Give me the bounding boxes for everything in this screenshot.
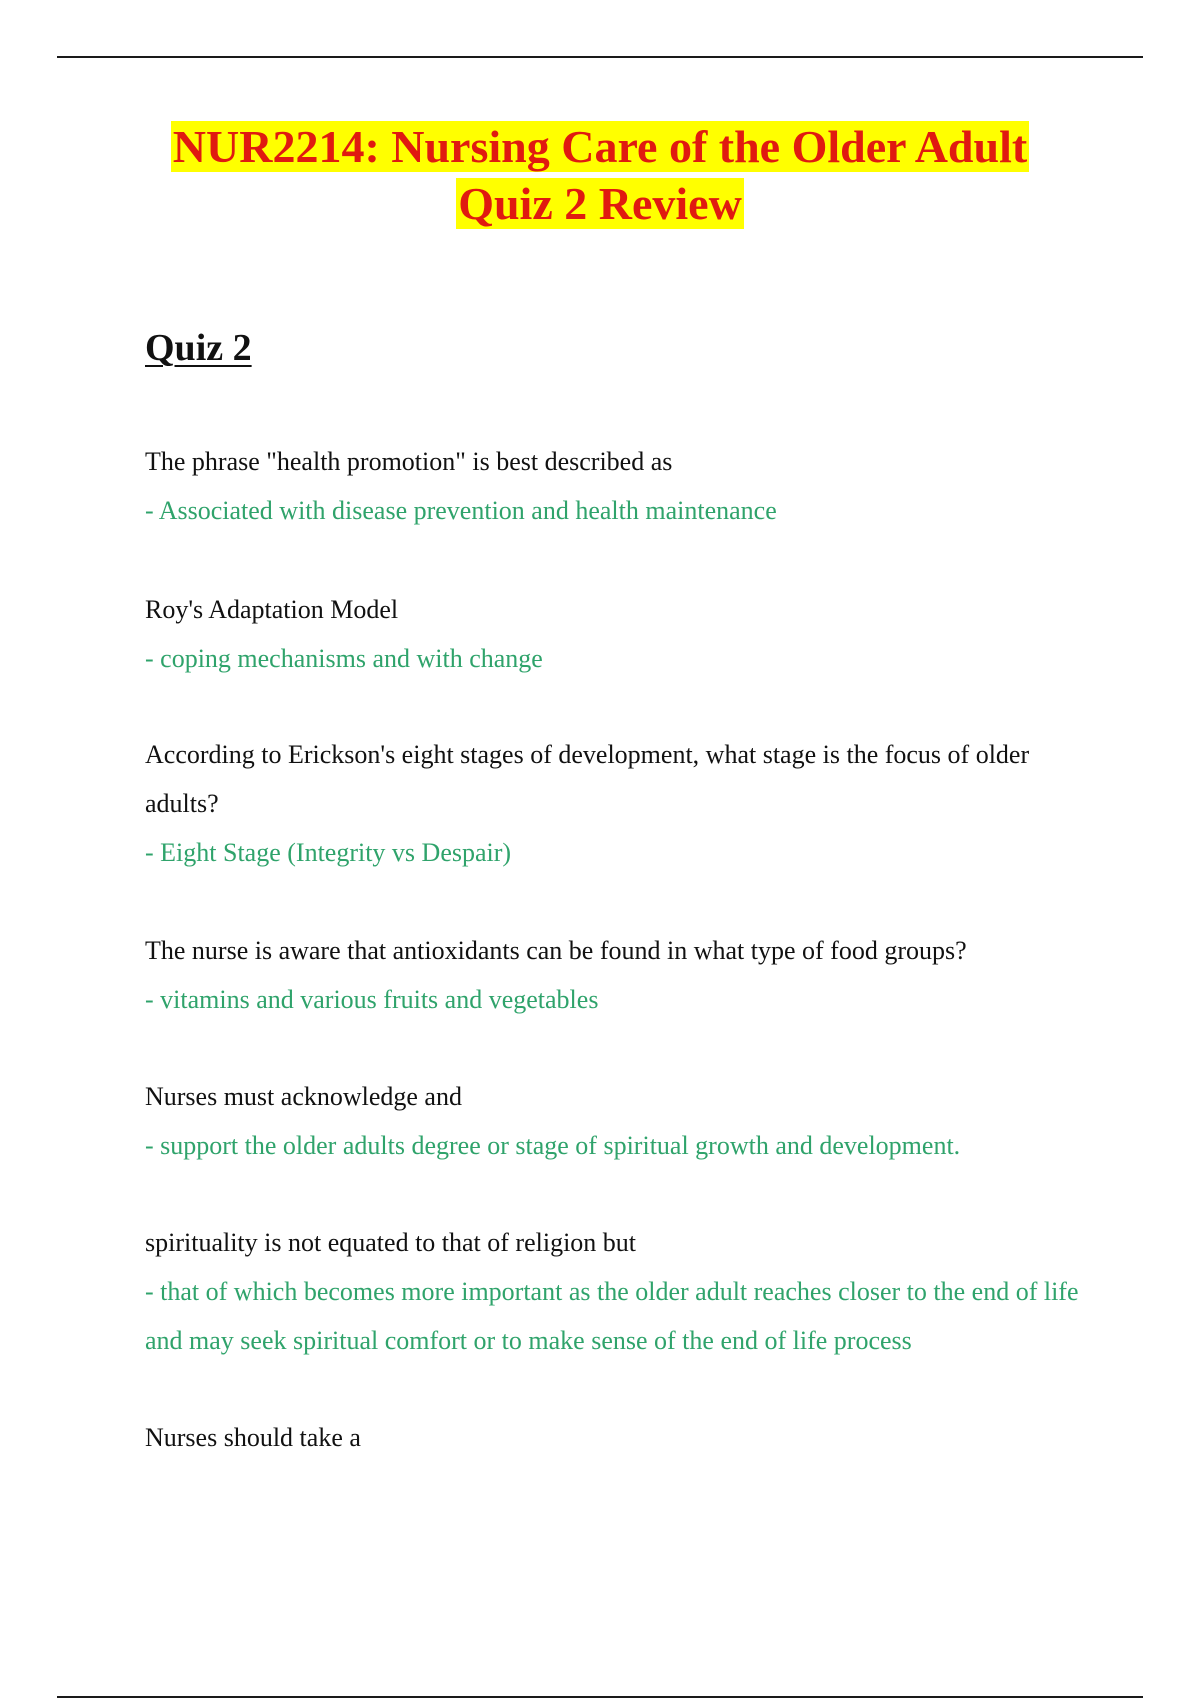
question-text: Roy's Adaptation Model — [145, 595, 399, 624]
answer-text: - Associated with disease prevention and health maintenance — [145, 496, 777, 525]
bottom-rule — [57, 1696, 1143, 1698]
top-rule — [57, 56, 1143, 58]
document-title — [0, 118, 1200, 232]
qa-item-1 — [145, 437, 1095, 535]
title-line-2: Quiz 2 Review — [458, 178, 742, 229]
answer-text: - that of which becomes more important as the older adult reaches closer to the end of life and may seek spiritual comfort or to make sense of the end of life process — [145, 1277, 1079, 1355]
section-heading: Quiz 2 — [145, 327, 252, 369]
title-line-1: NUR2214: Nursing Care of the Older Adult — [172, 121, 1028, 172]
question-text: spirituality is not equated to that of religion but — [145, 1228, 637, 1257]
qa-item-5 — [145, 1072, 1095, 1170]
qa-item-7 — [145, 1413, 1095, 1462]
question-text: Nurses should take a — [145, 1423, 361, 1452]
qa-item-6 — [145, 1218, 1095, 1365]
question-text: The nurse is aware that antioxidants can be found in what type of food groups? — [145, 936, 967, 965]
qa-item-3 — [145, 730, 1095, 877]
question-text: Nurses must acknowledge and — [145, 1082, 462, 1111]
answer-text: - support the older adults degree or stage of spiritual growth and development. — [145, 1131, 961, 1160]
answer-text: - coping mechanisms and with change — [145, 644, 543, 673]
qa-item-2 — [145, 585, 1095, 683]
answer-text: - Eight Stage (Integrity vs Despair) — [145, 838, 512, 867]
question-text: The phrase "health promotion" is best described as — [145, 447, 673, 476]
qa-item-4 — [145, 926, 1095, 1024]
question-text: According to Erickson's eight stages of development, what stage is the focus of older adults? — [145, 740, 1030, 818]
answer-text: - vitamins and various fruits and vegetables — [145, 985, 599, 1014]
